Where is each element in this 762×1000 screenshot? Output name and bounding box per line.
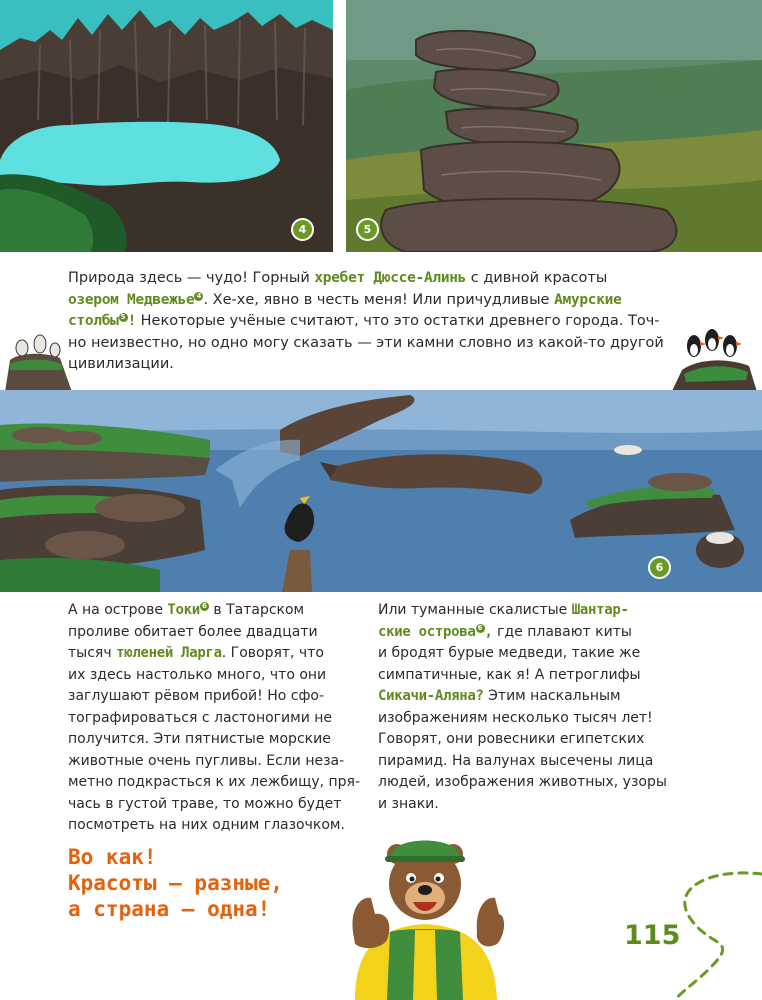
right-column-paragraph bbox=[378, 600, 678, 815]
highlight-pillars: столбы bbox=[68, 313, 119, 329]
sea-illustration bbox=[0, 390, 762, 592]
intro-paragraph bbox=[68, 268, 668, 376]
left-line-3: тысяч тюленей Ларга. Говорят, что bbox=[68, 645, 324, 661]
photo-sea-whales-seals bbox=[0, 390, 762, 592]
photo-badge-5: 5 bbox=[356, 218, 379, 241]
left-line-10: чась в густой траве, то можно будет bbox=[68, 795, 342, 812]
highlight-lake-medvezhye: озером Медвежье bbox=[68, 291, 195, 308]
left-line-5: заглушают рёвом прибой! Но сфо- bbox=[68, 688, 325, 704]
highlight-sikachi-alyan: Сикачи-Аляна? bbox=[378, 688, 484, 704]
left-line-8: животные очень пугливы. Если неза- bbox=[68, 752, 345, 769]
motto-line-2: Красоты — разные, bbox=[68, 871, 283, 895]
left-line-6: тографироваться с ластоногими не bbox=[68, 709, 333, 726]
left-line-1: А на острове Токи 6 в Татарском bbox=[68, 602, 305, 618]
highlight-toki: Токи bbox=[167, 602, 200, 618]
motto-line-3: а страна — одна! bbox=[68, 897, 271, 921]
highlight-dusse-alin: хребет Дюссе-Алинь bbox=[314, 270, 467, 286]
ref-marker-5: 5 bbox=[119, 313, 128, 322]
right-line-8: пирамид. На валунах высечены лица bbox=[378, 752, 654, 769]
left-line-7: получится. Эти пятнистые морские bbox=[68, 731, 331, 747]
intro-line-5: цивилизации. bbox=[68, 356, 174, 372]
highlight-amur: Амурские bbox=[554, 291, 622, 308]
left-line-4: их здесь настолько много, что они bbox=[68, 666, 327, 683]
right-line-5: Сикачи-Аляна? Этим наскальным bbox=[378, 688, 621, 704]
right-line-7: Говорят, они ровесники египетских bbox=[378, 731, 645, 747]
right-line-9: людей, изображения животных, узоры bbox=[378, 774, 667, 790]
pillars-illustration bbox=[346, 0, 762, 252]
ref-marker-4: 4 bbox=[194, 292, 203, 301]
intro-line-1: Природа здесь — чудо! Горный хребет Дюссе-Алинь с дивной красоты bbox=[68, 270, 608, 286]
right-line-2: ские острова 6 , где плавают киты bbox=[378, 623, 632, 640]
photo-amur-pillars bbox=[346, 0, 762, 252]
photo-badge-4: 4 bbox=[291, 218, 314, 241]
motto-line-1: Во как! bbox=[68, 845, 157, 869]
right-line-1: Или туманные скалистые Шантар- bbox=[378, 602, 629, 618]
highlight-larga-seals: тюленей Ларга bbox=[116, 645, 222, 661]
left-line-9: метно подкрасться к их лежбищу, пря- bbox=[68, 774, 361, 790]
ref-marker-6b: 6 bbox=[476, 624, 485, 633]
left-line-2: проливе обитает более двадцати bbox=[68, 623, 318, 640]
bear-mascot-illustration bbox=[345, 832, 505, 1000]
intro-line-2: озером Медвежье 4 . Хе-хе, явно в честь меня! Или причудливые Амурские bbox=[68, 291, 622, 308]
intro-line-4: но неизвестно, но одно могу сказать — эти камни словно из какой-то другой bbox=[68, 334, 664, 351]
ref-marker-6a: 6 bbox=[200, 602, 209, 611]
intro-line-3: столбы 5 ! Некоторые учёные считают, что это остатки древнего города. Точ- bbox=[68, 313, 660, 329]
highlight-shantar: Шантар- bbox=[571, 602, 629, 618]
left-column-paragraph bbox=[68, 600, 368, 837]
page-number: 115 bbox=[624, 920, 681, 951]
right-line-10: и знаки. bbox=[378, 795, 439, 812]
birds-rock-left-illustration bbox=[0, 330, 75, 392]
photo-lake-medvezhye bbox=[0, 0, 333, 252]
right-line-4: симпатичные, как я! А петроглифы bbox=[378, 666, 641, 683]
left-line-11: посмотреть на них одним глазочком. bbox=[68, 817, 345, 833]
right-line-6: изображениям несколько тысяч лет! bbox=[378, 709, 653, 726]
motto-block bbox=[68, 844, 338, 922]
photo-badge-6: 6 bbox=[648, 556, 671, 579]
right-line-3: и бродят бурые медведи, такие же bbox=[378, 645, 641, 661]
lake-illustration bbox=[0, 0, 333, 252]
